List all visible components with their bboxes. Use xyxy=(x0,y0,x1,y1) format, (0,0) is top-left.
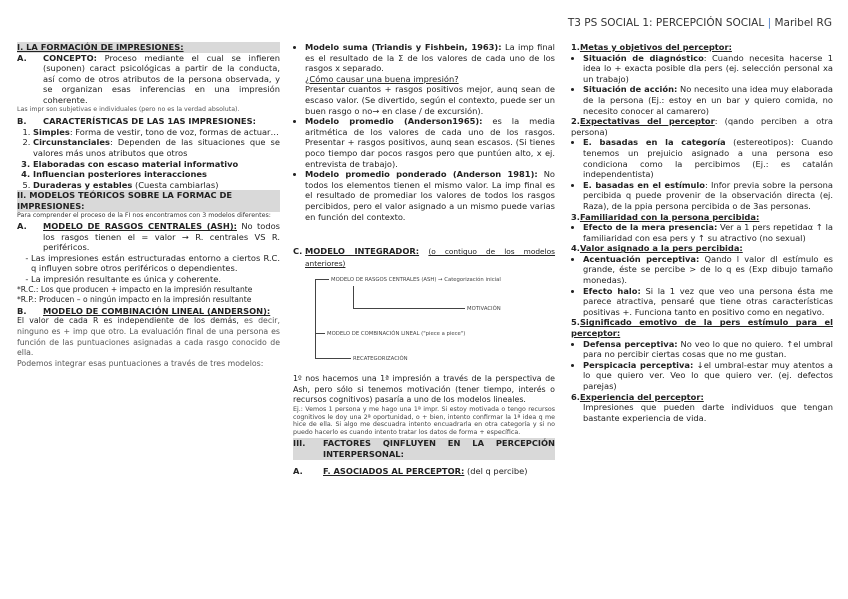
concept-label: A. xyxy=(17,52,27,63)
factor-item: • Acentuación perceptiva: Qando l valor dl estímulo es grande, éste se percibe > de lo q es (Exp dibujo tamaño monedas). xyxy=(583,254,833,286)
model-a-details xyxy=(17,253,280,285)
peripheral-traits-note: *R.P.: Producen – o ningún impacto en la impresión resultante xyxy=(17,295,252,305)
model-c-explanation: 1º nos hacemos una 1ª impresión a través de la perspectiva de Ash, pero sólo si tenemos motivación (tener tiempo, interés o recursos cognitivos) pasaría a uno de los modelos lineales. xyxy=(293,374,555,405)
model-c-example: Ej.: Vemos 1 persona y me hago una 1ª impr. Si estoy motivada o tengo recursos cognitivos le doy una 2ª oportunidad, o + bien, intento confirmar la 1ª idea q me hice de ella. Si algo me descuadra intento encuadrarla en otra categoría y si no puedo hacerlo es cuando intento tratar los datos de forma + específica. xyxy=(293,406,555,436)
factor-3-title: 3.Familiaridad con la persona percibida: xyxy=(571,211,760,222)
characteristic-item: 2. Circunstanciales: Dependen de las situaciones que se valores más unos atributos que otros xyxy=(33,137,280,158)
diagram-connector xyxy=(315,279,329,280)
characteristics-heading xyxy=(17,116,280,127)
factor-4-list xyxy=(571,254,833,318)
factor-item: • Situación de acción: No necesito una idea muy elaborada de la persona (Ej.: estoy en un bar y quiero comida, no necesito conocer al camarero) xyxy=(583,84,833,116)
model-a-heading xyxy=(17,221,280,253)
page-header xyxy=(568,17,832,29)
factor-3-list xyxy=(571,222,833,243)
factor-item: • Efecto halo: Si la 1 vez que veo una persona ésta me parece atractiva, pensaré que tiene otras características positivas +. Funciona tanto en positivo como en negativo. xyxy=(583,286,833,318)
factor-item: • Defensa perceptiva: No veo lo que no quiero. ↑el umbral para no percibir ciertas cosas que no me gustan. xyxy=(583,339,833,360)
model-a-detail: - La impresión resultante es única y coherente. xyxy=(31,274,280,285)
characteristics-title: CARACTERÍSTICAS DE LAS 1AS IMPRESIONES: xyxy=(43,116,256,127)
concept-note: Las impr son subjetivas e individuales (pero no es la verdad absoluta). xyxy=(17,105,240,113)
factor-item: • E. basadas en el estímulo: Infor previa sobre la persona percibida q puede provenir de la observación directa (ej. Raza), de la ppia persona percibida o de 3as personas. xyxy=(583,180,833,212)
model-c-label: C. xyxy=(293,246,303,257)
factor-item: • Efecto de la mera presencia: Ver a 1 pers repetidaα ↑ la familiaridad con esa pers y ↑ su atractivo (no sexual) xyxy=(583,222,833,243)
factor-5-title: 5.Significado emotivo de la pers estímulo para el perceptor: xyxy=(571,317,833,339)
factor-6-title: 6.Experiencia del perceptor: xyxy=(571,391,704,402)
characteristic-item: 5. Duraderas y estables (Cuesta cambiarlas) xyxy=(33,180,280,191)
column-right xyxy=(571,42,833,423)
model-b-title: MODELO DE COMBINACIÓN LINEAL (ANDERSON): xyxy=(43,305,271,316)
good-impression-question: ¿Cómo causar una buena impresión? xyxy=(305,73,459,84)
section-3-title: FACTORES QINFLUYEN EN LA PERCEPCIÓN INTERPERSONAL: xyxy=(323,438,555,460)
model-b-text: El valor de cada R es independiente de los demás, es decir, ninguno es + imp que otro. La evaluación final de una persona es función de las puntuaciones asignadas a cada rasgo conocido de ella. xyxy=(17,316,280,358)
diagram-connector xyxy=(353,308,465,309)
factor-item: • Situación de diagnóstico: Cuando necesita hacerse 1 idea lo + exacta posible dla pers (ej. selección personal xa un trabajo) xyxy=(583,53,833,85)
factor-a-heading xyxy=(293,466,555,477)
factor-item: • Perspicacia perceptiva: ↓el umbral-estar muy atentos a lo que quiero ver. Veo lo que quiero ver. (ej. defectos parejas) xyxy=(583,360,833,392)
weighted-average-model-item: • Modelo promedio ponderado (Anderson 1981): No todos los elementos tienen el mismo valor. La imp final es el resultado de promediar los valores de todos los rasgos percibidos, pero el valor asignado a un mismo puede varias en función del contexto. xyxy=(305,169,555,222)
diagram-label-recategorization: RECATEGORIZACIÓN xyxy=(353,356,408,363)
diagram-connector xyxy=(315,358,351,359)
integration-models-list xyxy=(293,42,555,222)
factor-4-title: 4.Valor asignado a la pers percibida: xyxy=(571,243,743,254)
characteristics-list xyxy=(17,127,280,191)
factor-5-list xyxy=(571,339,833,392)
diagram-vertical-line xyxy=(315,279,316,358)
model-b-closing: Podemos integrar esas puntuaciones a través de tres modelos: xyxy=(17,358,264,368)
model-b-heading xyxy=(17,306,280,317)
factor-a-label: A. xyxy=(293,465,303,476)
factor-2-list xyxy=(571,137,833,211)
good-impression-answer: Presentar cuantos + rasgos positivos mejor, aunq sean de escaso valor. (Se divertido, según el contexto, puede ser un buen rasgo o no→ en clase / de excursión). xyxy=(305,84,555,116)
section-1-title: I. LA FORMACIÓN DE IMPRESIONES: xyxy=(17,42,280,53)
diagram-connector xyxy=(353,286,354,308)
characteristic-item: 1. Simples: Forma de vestir, tono de voz, formas de actuar… xyxy=(33,127,280,138)
factor-6-text: Impresiones que pueden darte individuos que tengan bastante experiencia de vida. xyxy=(583,402,833,423)
column-middle xyxy=(293,42,555,476)
factor-a-text: (del q percibe) xyxy=(464,465,528,476)
model-a-title: MODELO DE RASGOS CENTRALES (ASH): xyxy=(43,221,237,232)
author-name: Maribel RG xyxy=(774,17,832,29)
diagram-label-linear: MODELO DE COMBINACIÓN LINEAL ("piece a piece") xyxy=(327,331,466,338)
factor-1-title: 1.Metas y objetivos del perceptor: xyxy=(571,42,732,52)
section-3-heading xyxy=(293,438,555,459)
model-c-title: MODELO INTEGRADOR: xyxy=(305,246,420,257)
section-2-intro: Para comprender el proceso de la FI nos encontramos con 3 modelos diferentes: xyxy=(17,211,271,219)
diagram-connector xyxy=(315,333,325,334)
diagram-label-central: MODELO DE RASGOS CENTRALES (ASH) → Categorización inicial xyxy=(331,277,501,284)
document-title: T3 PS SOCIAL 1: PERCEPCIÓN SOCIAL xyxy=(567,17,765,29)
header-separator: | xyxy=(767,17,772,29)
factor-2-title: 2.Expectativas del perceptor: (qando perciben a otra persona) xyxy=(571,116,833,137)
integrator-model-diagram xyxy=(293,272,555,370)
diagram-label-motivation: MOTIVACIÓN xyxy=(467,306,501,313)
concept-text: Proceso mediante el cual se infieren (suponen) caract psicológicas a partir de la conducta, así como de otros atributos de la persona observada, y se organizan esas inferencias en una impresión coherente. xyxy=(43,52,280,105)
model-c-subtitle: (o contiguo de los modelos anteriores) xyxy=(305,247,556,268)
section-2-title: II. MODELOS TEÓRICOS SOBRE LA FORMAC DE IMPRESIONES: xyxy=(17,190,280,211)
model-a-text: No todos los rasgos tienen el = valor → R. centrales VS R. periféricos. xyxy=(43,221,280,253)
factor-a-title: F. ASOCIADOS AL PERCEPTOR: xyxy=(323,465,465,476)
characteristic-item: 3. Elaboradas con escaso material informativo xyxy=(33,159,280,170)
section-3-label: III. xyxy=(293,438,306,449)
concept-term: CONCEPTO: xyxy=(43,52,97,63)
factor-1-list xyxy=(571,53,833,117)
average-model-item: • Modelo promedio (Anderson1965): es la media aritmética de los valores de cada uno de los rasgos. Presentar + rasgos positivos, aunq sean escasos. (Si tienes poco tiempo dar pocos rasgos pero que puntúen alto, x ej. entrevista de trabajo). xyxy=(305,116,555,169)
sum-model-item: • Modelo suma (Triandis y Fishbein, 1963): La imp final es el resultado de la Σ de los valores de cada uno de los rasgos x separado. ¿Cómo causar una buena impresión? Presentar cuantos + rasgos positivos mejor, aunq sean de escaso valor. (Se divertido, según el contexto, puede ser un buen rasgo o no→ en clase / de excursión). xyxy=(305,42,555,116)
column-left xyxy=(17,42,280,369)
model-b-label: B. xyxy=(17,305,27,316)
characteristics-label: B. xyxy=(17,116,27,127)
characteristic-item: 4. Influencian posteriores interacciones xyxy=(33,169,280,180)
concept-block xyxy=(17,53,280,106)
model-a-detail: - Las impresiones están estructuradas entorno a ciertos R.C. q influyen sobre otros periféricos o dependientes. xyxy=(31,253,280,274)
central-traits-note: *R.C.: Los que producen + impacto en la impresión resultante xyxy=(17,284,253,294)
factor-item: • E. basadas en la categoría (estereotipos): Cuando tenemos un prejuicio asignado a una persona eso condiciona como la percibimos (Ej.: es catalán independentista) xyxy=(583,137,833,179)
model-a-label: A. xyxy=(17,221,27,232)
model-c-heading xyxy=(293,246,555,269)
